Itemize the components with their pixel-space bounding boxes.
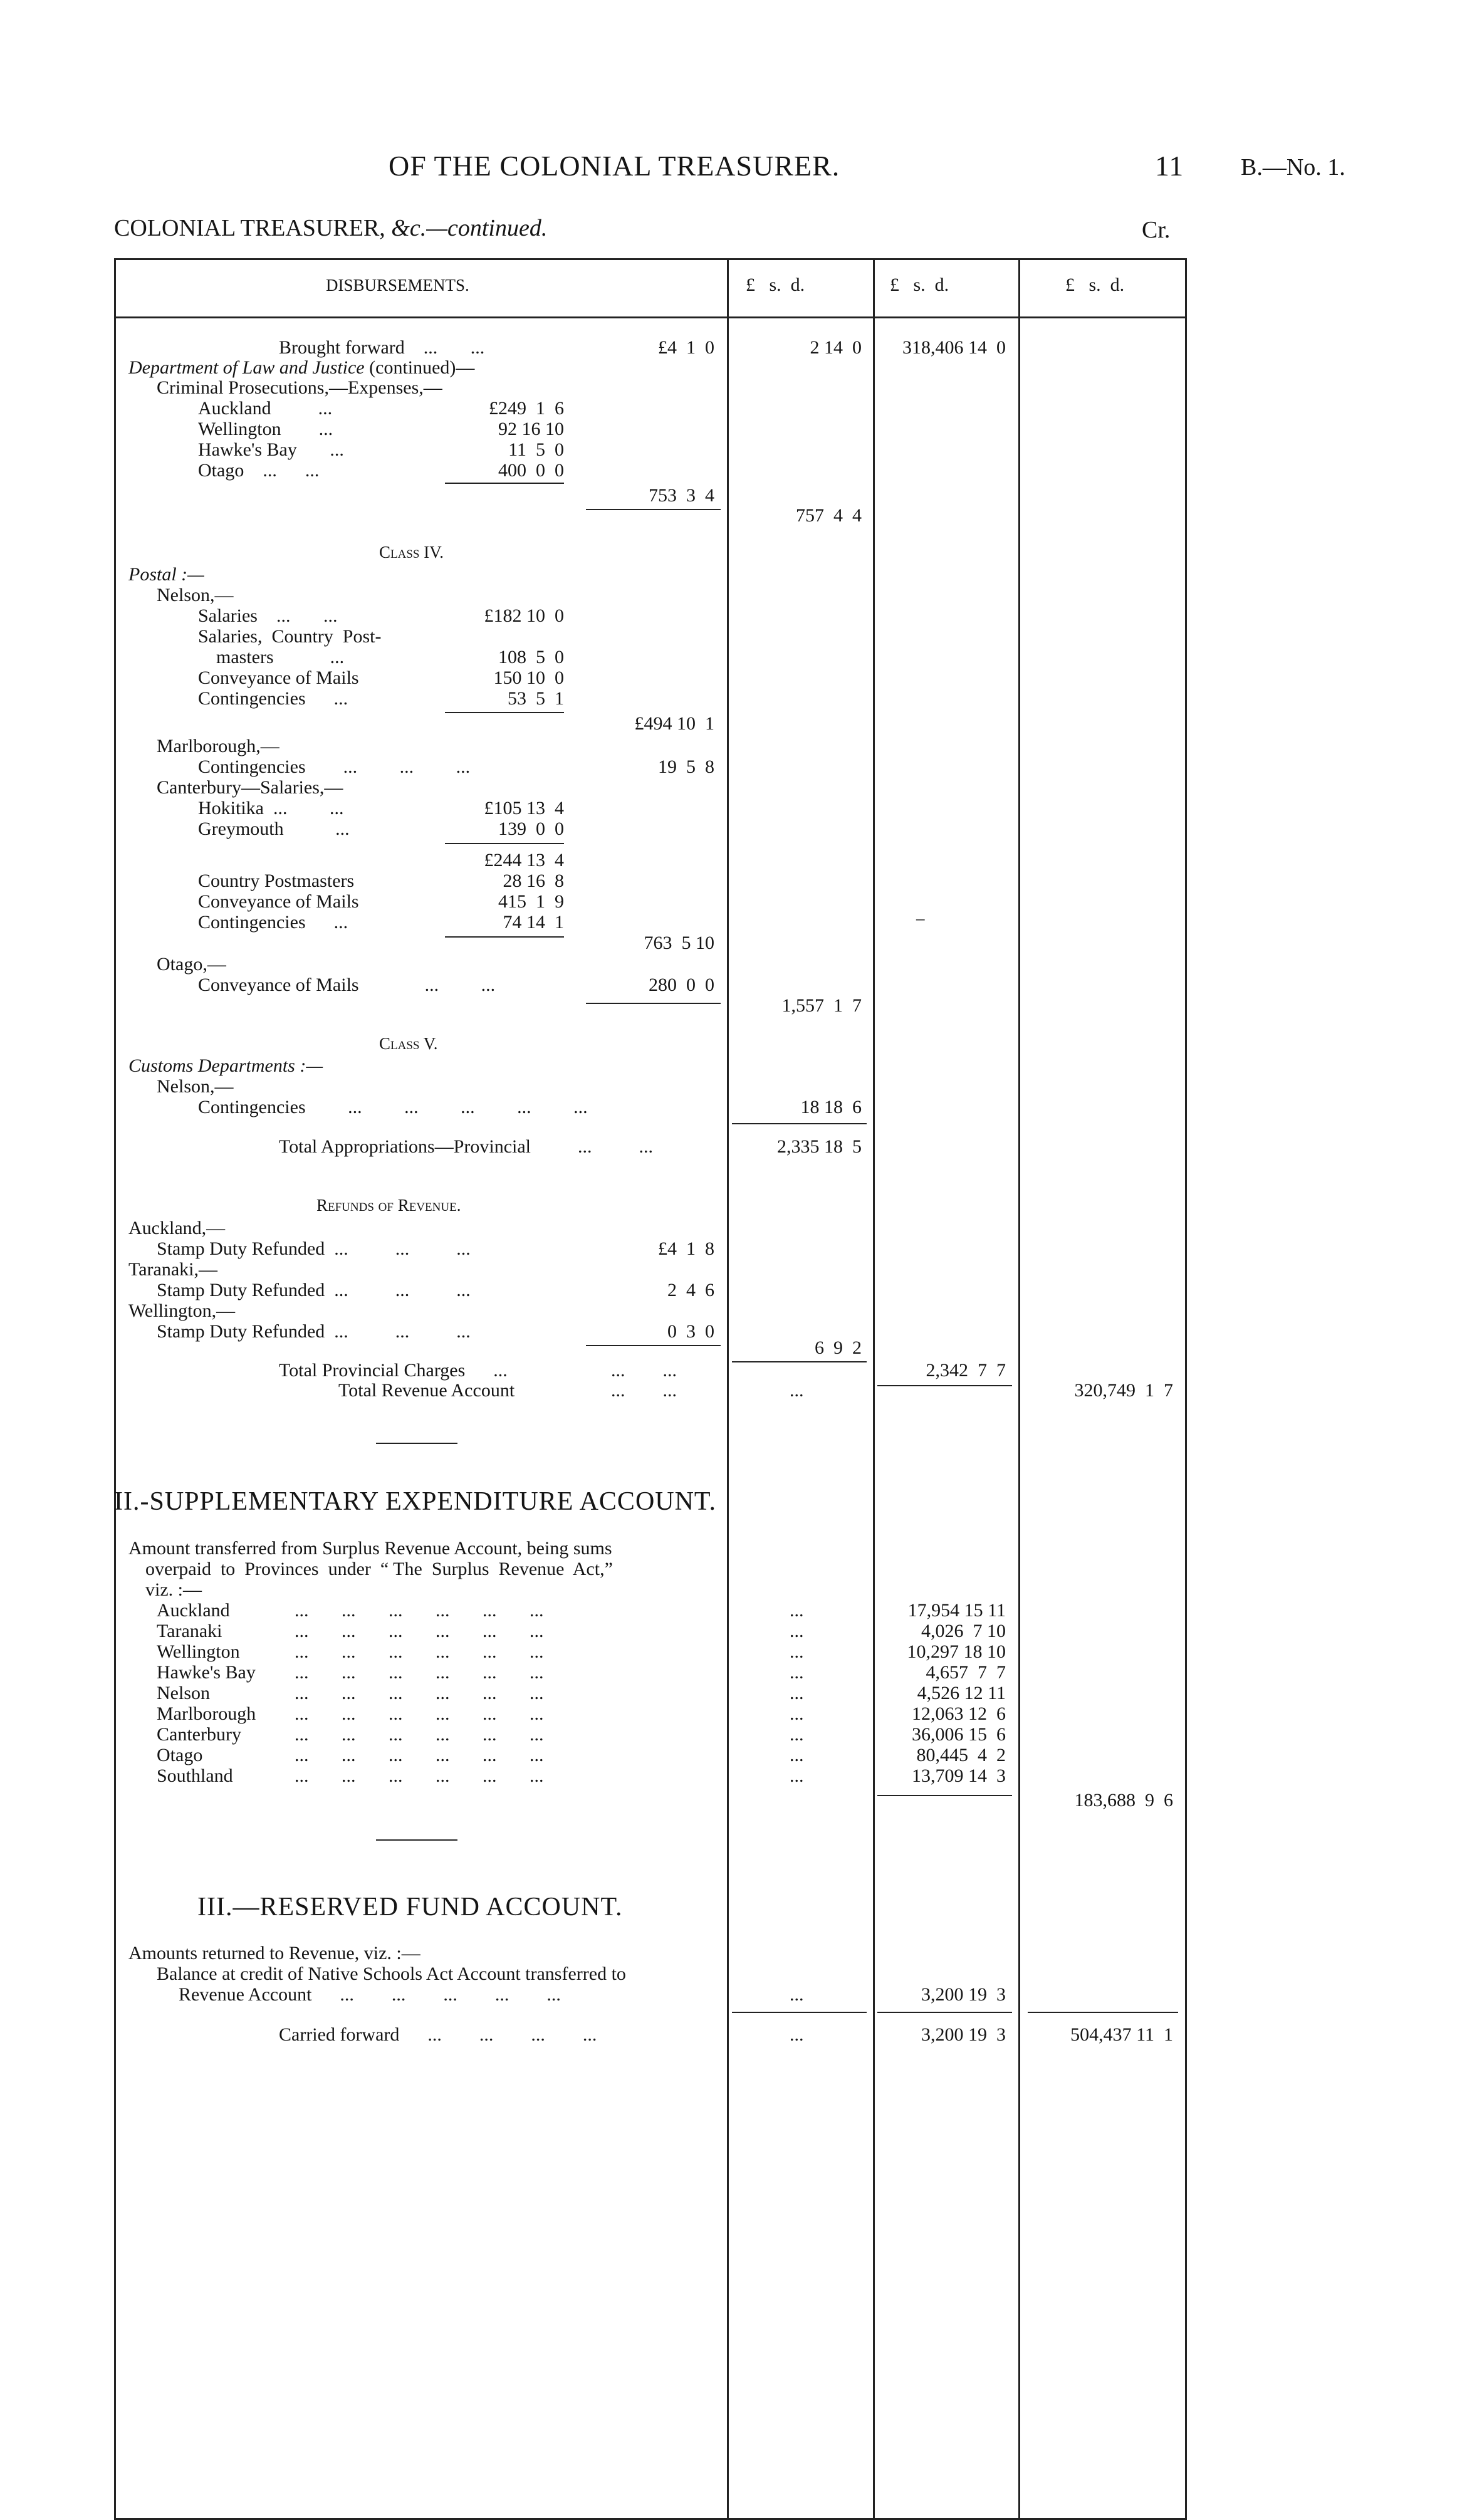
rule <box>877 1795 1012 1796</box>
rule <box>445 936 564 938</box>
rule <box>445 712 564 713</box>
native-schools-balance-line-2: Revenue Account ... ... ... ... ... <box>179 1984 561 2005</box>
leader-dots: ... <box>790 1984 804 2005</box>
class-iv-heading: Class IV. <box>379 543 444 562</box>
marlborough-contingencies-label: Contingencies ... ... ... <box>198 756 471 777</box>
leader-dots: ... <box>790 1621 804 1641</box>
nelson-salaries-label: Salaries ... ... <box>198 605 338 626</box>
table-right-border <box>1185 258 1187 2520</box>
leader-dots: ... <box>790 1703 804 1724</box>
supplementary-province-label: Otago <box>157 1745 203 1765</box>
cp-hawkes-bay-label: Hawke's Bay ... <box>198 439 344 460</box>
total-appropriations-amount: 2,335 18 5 <box>777 1136 862 1157</box>
supplementary-province-amount: 17,954 15 11 <box>907 1600 1006 1621</box>
section-separator <box>376 1839 457 1841</box>
leader-dots: ... ... ... ... ... ... <box>295 1641 544 1662</box>
column-header-3: £ s. d. <box>1065 274 1125 295</box>
leader-dots: ... <box>790 1380 804 1401</box>
leader-dots: ... ... ... ... ... ... <box>295 1703 544 1724</box>
rule <box>445 843 564 844</box>
leader-dots: ... ... <box>611 1360 677 1381</box>
refunds-heading: Refunds of Revenue. <box>316 1196 461 1215</box>
nelson-conveyance-amount: 150 10 0 <box>493 667 564 688</box>
refund-wellington-heading: Wellington,— <box>128 1300 236 1321</box>
total-provincial-charges-amount: 2,342 7 7 <box>926 1360 1006 1381</box>
leader-dots: ... ... ... ... ... ... <box>295 1662 544 1683</box>
rule <box>877 2012 1012 2013</box>
country-postmasters-label: Country Postmasters <box>198 870 355 891</box>
leader-dots: ... ... ... ... ... ... <box>295 1600 544 1621</box>
supplementary-province-amount: 4,026 7 10 <box>921 1621 1006 1641</box>
supplementary-province-label: Hawke's Bay <box>157 1662 256 1683</box>
marlborough-heading: Marlborough,— <box>157 736 279 756</box>
refund-wellington-amount: 0 3 0 <box>667 1321 714 1342</box>
refund-auckland-amount: £4 1 8 <box>658 1238 714 1259</box>
carried-forward-col2: 3,200 19 3 <box>921 2024 1006 2045</box>
cp-wellington-amount: 92 16 10 <box>498 419 564 439</box>
nelson-contingencies-label: Contingencies ... <box>198 688 348 709</box>
section-separator <box>376 1443 457 1444</box>
rule <box>586 509 721 510</box>
nelson-masters-label: masters ... <box>216 647 345 667</box>
supplementary-province-amount: 12,063 12 6 <box>912 1703 1006 1724</box>
leader-dots: ... ... ... ... ... ... <box>295 1765 544 1786</box>
customs-heading: Customs Departments :— <box>128 1055 323 1076</box>
class-iv-total: 1,557 1 7 <box>781 995 862 1016</box>
leader-dots: ... ... ... ... ... ... <box>295 1621 544 1641</box>
refund-taranaki-heading: Taranaki,— <box>128 1259 218 1280</box>
native-schools-balance-line-1: Balance at credit of Native Schools Act Account transferred to <box>157 1963 626 1984</box>
table-top-rule <box>114 258 1187 260</box>
column-divider-3 <box>1018 258 1020 2520</box>
rule <box>445 483 564 484</box>
dash-mark: – <box>916 909 925 928</box>
refund-taranaki-amount: 2 4 6 <box>667 1280 714 1300</box>
supplementary-province-label: Auckland <box>157 1600 230 1621</box>
leader-dots: ... <box>790 2024 804 2045</box>
hokitika-label: Hokitika ... ... <box>198 798 344 818</box>
reserved-intro: Amounts returned to Revenue, viz. :— <box>128 1943 420 1963</box>
customs-contingencies-amount: 18 18 6 <box>800 1097 862 1117</box>
leader-dots: ... <box>790 1724 804 1745</box>
nelson-salaries-amount: £182 10 0 <box>484 605 564 626</box>
table-left-border <box>114 258 116 2520</box>
reserved-fund-heading: III.—RESERVED FUND ACCOUNT. <box>197 1893 623 1921</box>
supplementary-province-label: Marlborough <box>157 1703 256 1724</box>
supplementary-province-label: Southland <box>157 1765 233 1786</box>
rule <box>732 1361 867 1362</box>
carried-forward-label: Carried forward ... ... ... ... <box>279 2024 597 2045</box>
section-title: COLONIAL TREASURER, &c.—continued. <box>114 215 548 241</box>
rule <box>586 1003 721 1004</box>
nelson-conveyance-label: Conveyance of Mails <box>198 667 359 688</box>
leader-dots: ... <box>790 1745 804 1765</box>
canterbury-conveyance-label: Conveyance of Mails <box>198 891 359 912</box>
canterbury-conveyance-amount: 415 1 9 <box>498 891 564 912</box>
cp-otago-label: Otago ... ... <box>198 460 320 481</box>
leader-dots: ... ... <box>611 1380 677 1401</box>
brought-forward-col1: 2 14 0 <box>810 337 862 358</box>
leader-dots: ... ... ... ... ... ... <box>295 1745 544 1765</box>
native-schools-balance-amount: 3,200 19 3 <box>921 1984 1006 2005</box>
cp-otago-amount: 400 0 0 <box>498 460 564 481</box>
leader-dots: ... ... ... ... ... ... <box>295 1683 544 1703</box>
customs-contingencies-label: Contingencies ... ... ... ... ... <box>198 1097 588 1117</box>
supplementary-province-amount: 10,297 18 10 <box>907 1641 1006 1662</box>
postal-heading: Postal :— <box>128 564 204 585</box>
rule <box>732 1123 867 1124</box>
customs-nelson-heading: Nelson,— <box>157 1076 234 1097</box>
canterbury-contingencies-label: Contingencies ... <box>198 912 348 933</box>
nelson-salaries-country-label: Salaries, Country Post- <box>198 626 382 647</box>
refund-auckland-stamp-label: Stamp Duty Refunded ... ... ... <box>157 1238 471 1259</box>
rule <box>586 1345 721 1346</box>
supplementary-province-label: Taranaki <box>157 1621 222 1641</box>
supplementary-intro-line-3: viz. :— <box>145 1579 202 1600</box>
law-justice-heading: Department of Law and Justice (continued)— <box>128 357 475 378</box>
leader-dots: ... ... ... ... ... ... <box>295 1724 544 1745</box>
supplementary-province-label: Wellington <box>157 1641 240 1662</box>
leader-dots: ... <box>790 1641 804 1662</box>
rule <box>732 2012 867 2013</box>
supplementary-intro-line-2: overpaid to Provinces under “ The Surplus Revenue Act,” <box>145 1559 613 1579</box>
document-reference: B.—No. 1. <box>1241 154 1345 180</box>
brought-forward-label: Brought forward ... ... <box>279 337 485 358</box>
cp-auckland-amount: £249 1 6 <box>489 398 564 419</box>
total-provincial-charges-label: Total Provincial Charges ... <box>279 1360 508 1381</box>
credit-side-label: Cr. <box>1142 217 1171 243</box>
nelson-postal-total: £494 10 1 <box>634 713 714 734</box>
cp-wellington-label: Wellington ... <box>198 419 333 439</box>
supplementary-province-label: Canterbury <box>157 1724 241 1745</box>
cp-total: 753 3 4 <box>649 485 714 506</box>
class-v-heading: Class V. <box>379 1034 438 1053</box>
greymouth-amount: 139 0 0 <box>498 818 564 839</box>
supplementary-province-amount: 4,657 7 7 <box>926 1662 1006 1683</box>
canterbury-postal-total: 763 5 10 <box>644 933 714 953</box>
running-title: OF THE COLONIAL TREASURER. <box>389 150 840 182</box>
column-header-2: £ s. d. <box>890 274 949 295</box>
total-revenue-account-amount: 320,749 1 7 <box>1074 1380 1173 1401</box>
disbursements-heading: DISBURSEMENTS. <box>326 276 469 295</box>
column-header-1: £ s. d. <box>746 274 805 295</box>
leader-dots: ... <box>790 1600 804 1621</box>
refunds-total: 6 9 2 <box>815 1337 862 1358</box>
supplementary-province-amount: 80,445 4 2 <box>916 1745 1006 1765</box>
country-postmasters-amount: 28 16 8 <box>503 870 564 891</box>
carried-forward-col3: 504,437 11 1 <box>1070 2024 1173 2045</box>
supplementary-total: 183,688 9 6 <box>1074 1790 1173 1811</box>
nelson-masters-amount: 108 5 0 <box>498 647 564 667</box>
refund-taranaki-stamp-label: Stamp Duty Refunded ... ... ... <box>157 1280 471 1300</box>
law-justice-total: 757 4 4 <box>796 505 862 526</box>
nelson-contingencies-amount: 53 5 1 <box>508 688 564 709</box>
postal-nelson-heading: Nelson,— <box>157 585 234 605</box>
leader-dots: ... <box>790 1662 804 1683</box>
marlborough-contingencies-amount: 19 5 8 <box>658 756 714 777</box>
column-divider-1 <box>727 258 729 2520</box>
supplementary-province-amount: 13,709 14 3 <box>912 1765 1006 1786</box>
brought-forward-inner: £4 1 0 <box>658 337 714 358</box>
rule <box>877 1385 1012 1386</box>
brought-forward-col2: 318,406 14 0 <box>902 337 1006 358</box>
page-number: 11 <box>1155 150 1184 182</box>
total-appropriations-label: Total Appropriations—Provincial ... ... <box>279 1136 654 1157</box>
cp-auckland-label: Auckland ... <box>198 398 333 419</box>
greymouth-label: Greymouth ... <box>198 818 350 839</box>
otago-conveyance-amount: 280 0 0 <box>649 975 714 995</box>
supplementary-province-label: Nelson <box>157 1683 210 1703</box>
hokitika-amount: £105 13 4 <box>484 798 564 818</box>
total-revenue-account-label: Total Revenue Account <box>338 1380 515 1401</box>
canterbury-salaries-heading: Canterbury—Salaries,— <box>157 777 343 798</box>
canterbury-salaries-subtotal: £244 13 4 <box>484 850 564 870</box>
supplementary-intro-line-1: Amount transferred from Surplus Revenue Account, being sums <box>128 1538 612 1559</box>
rule <box>1028 2012 1178 2013</box>
refund-auckland-heading: Auckland,— <box>128 1218 226 1238</box>
column-divider-2 <box>873 258 875 2520</box>
canterbury-contingencies-amount: 74 14 1 <box>503 912 564 933</box>
leader-dots: ... <box>790 1683 804 1703</box>
criminal-prosecutions-heading: Criminal Prosecutions,—Expenses,— <box>157 377 442 398</box>
otago-conveyance-label: Conveyance of Mails ... ... <box>198 975 496 995</box>
cp-hawkes-bay-amount: 11 5 0 <box>508 439 564 460</box>
refund-wellington-stamp-label: Stamp Duty Refunded ... ... ... <box>157 1321 471 1342</box>
table-header-rule <box>114 316 1187 318</box>
supplementary-province-amount: 4,526 12 11 <box>917 1683 1006 1703</box>
otago-heading: Otago,— <box>157 954 226 975</box>
supplementary-province-amount: 36,006 15 6 <box>912 1724 1006 1745</box>
leader-dots: ... <box>790 1765 804 1786</box>
supplementary-heading: II.-SUPPLEMENTARY EXPENDITURE ACCOUNT. <box>114 1487 716 1516</box>
